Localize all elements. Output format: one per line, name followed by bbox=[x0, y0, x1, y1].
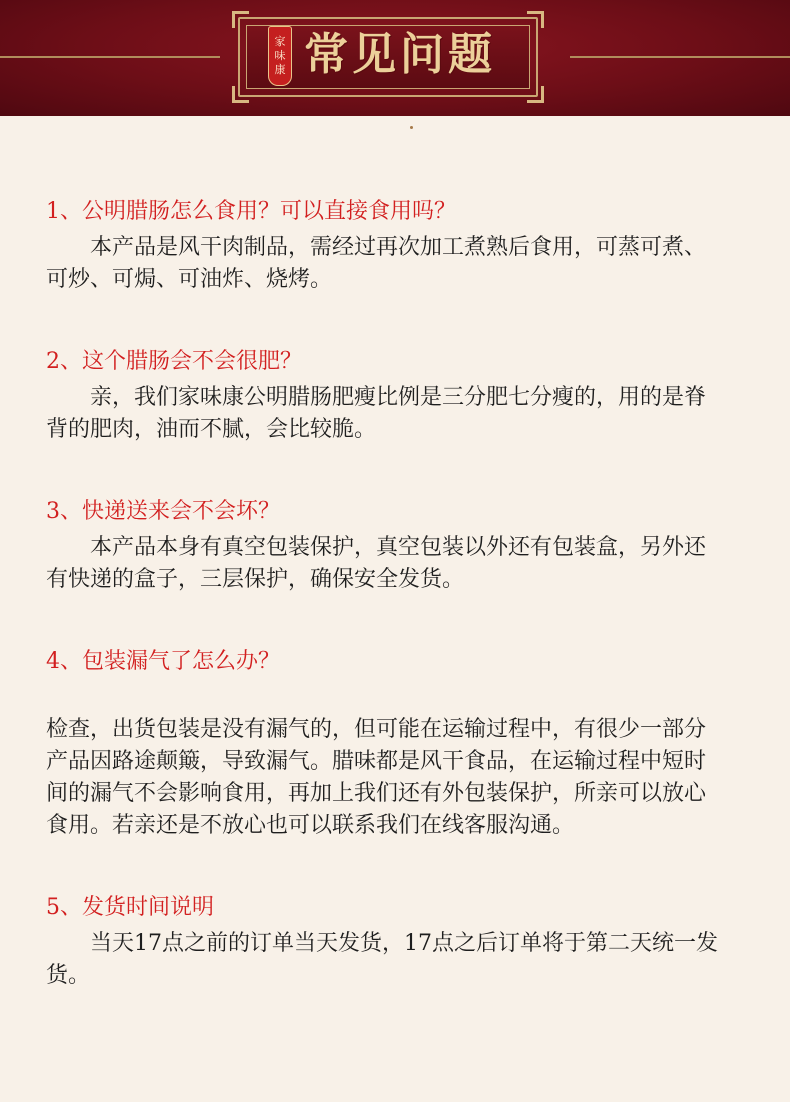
faq-question: 3、快递送来会不会坏？ bbox=[46, 499, 280, 524]
faq-item-2 bbox=[46, 346, 726, 446]
faq-answer: 本产品是风干肉制品，需经过再次加工煮熟后食用，可蒸可煮、可炒、可焗、可油炸、烧烤。 bbox=[46, 235, 707, 292]
faq-answer: 检查，出货包装是没有漏气的，但可能在运输过程中，有很少一部分产品因路途颠簸，导致漏气。腊味都是风干食品，在运输过程中短时间的漏气不会影响食用，再加上我们还有外包装保护，所亲可以放心食用。若亲还是不放心也可以联系我们在线客服沟通。 bbox=[46, 717, 707, 838]
faq-answer: 亲，我们家味康公明腊肠肥瘦比例是三分肥七分瘦的，用的是脊背的肥肉，油而不腻，会比较脆。 bbox=[46, 385, 707, 442]
faq-answer: 当天17点之前的订单当天发货，17点之后订单将于第二天统一发货。 bbox=[46, 931, 718, 988]
header-right-line bbox=[570, 56, 790, 58]
page-title: 常见问题 bbox=[304, 29, 496, 80]
faq-list bbox=[46, 196, 726, 1042]
faq-item-3 bbox=[46, 496, 726, 596]
header-left-line bbox=[0, 56, 220, 58]
header-banner bbox=[0, 0, 790, 116]
faq-question: 1、公明腊肠怎么食用？可以直接食用吗？ bbox=[46, 199, 456, 224]
faq-answer: 本产品本身有真空包装保护，真空包装以外还有包装盒，另外还有快递的盒子，三层保护，确保安全发货。 bbox=[46, 535, 707, 592]
faq-item-1 bbox=[46, 196, 726, 296]
decorative-dot bbox=[410, 126, 413, 129]
faq-item-5 bbox=[46, 892, 726, 992]
faq-question: 4、包装漏气了怎么办？ bbox=[46, 649, 280, 674]
faq-item-4 bbox=[46, 646, 726, 842]
faq-question: 2、这个腊肠会不会很肥？ bbox=[46, 349, 302, 374]
brand-seal-logo: 家 味 康 bbox=[268, 26, 292, 86]
faq-question: 5、发货时间说明 bbox=[46, 895, 214, 920]
